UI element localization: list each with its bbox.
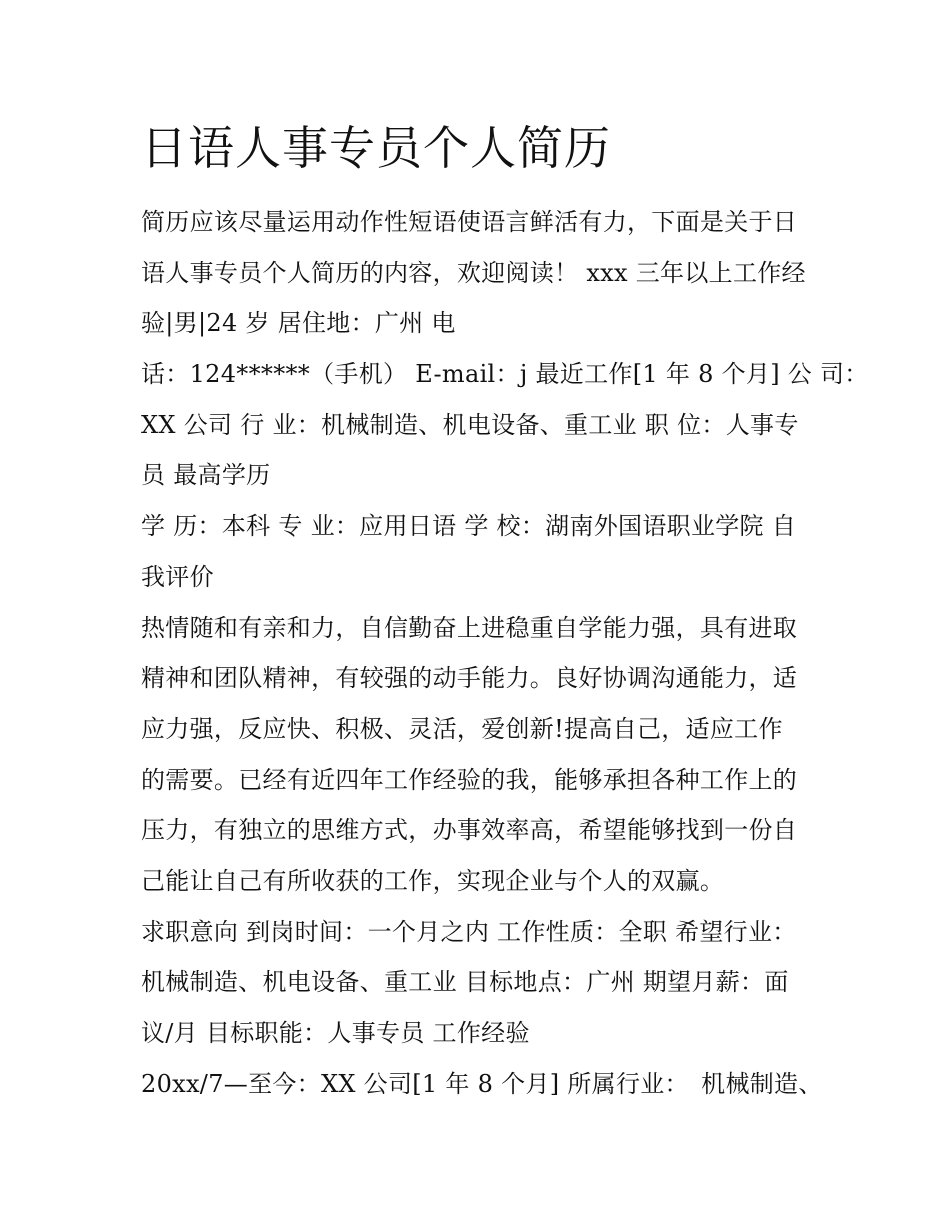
text-line: 话：124******（手机） E-mail：j 最近工作[1 年 8 个月] 公 司： [141, 360, 869, 389]
text-line: 学 历：本科 专 业：应用日语 学 校：湖南外国语职业学院 自 [141, 512, 797, 541]
text-line: 员 最高学历 [141, 461, 271, 490]
text-line: XX 公司 行 业：机械制造、机电设备、重工业 职 位：人事专 [141, 410, 799, 439]
text-line: 求职意向 到岗时间：一个月之内 工作性质：全职 希望行业： [141, 917, 797, 946]
text-line: 简历应该尽量运用动作性短语使语言鲜活有力，下面是关于日 [141, 208, 798, 236]
text-line: 己能让自己有所收获的工作，实现企业与个人的双赢。 [141, 866, 725, 895]
text-line: 20xx/7—至今：XX 公司[1 年 8 个月] 所属行业： 机械制造、 [141, 1069, 823, 1098]
text-line: 热情随和有亲和力，自信勤奋上进稳重自学能力强，具有进取 [141, 613, 798, 642]
text-line: 的需要。已经有近四年工作经验的我，能够承担各种工作上的 [141, 765, 798, 794]
text-line: 机械制造、机电设备、重工业 目标地点：广州 期望月薪：面 [141, 968, 789, 997]
text-line: 议/月 目标职能：人事专员 工作经验 [141, 1019, 530, 1047]
document-body [141, 197, 869, 1109]
text-line: 我评价 [141, 562, 214, 591]
text-line: 语人事专员个人简历的内容，欢迎阅读！ xxx 三年以上工作经 [141, 258, 806, 287]
document-title: 日语人事专员个人简历 [141, 121, 611, 175]
text-line: 压力，有独立的思维方式，办事效率高，希望能够找到一份自 [141, 816, 798, 845]
text-line: 精神和团队精神，有较强的动手能力。良好协调沟通能力，适 [141, 664, 798, 693]
text-line: 验|男|24 岁 居住地：广州 电 [141, 309, 456, 338]
text-line: 应力强，反应快、积极、灵活，爱创新!提高自己，适应工作 [141, 714, 783, 743]
